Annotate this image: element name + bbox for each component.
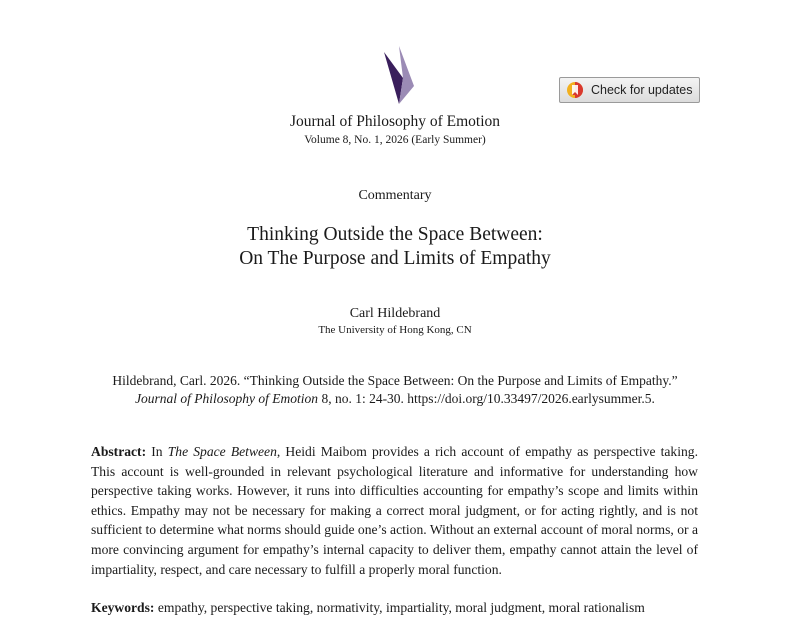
abstract	[91, 442, 698, 579]
keywords-text: empathy, perspective taking, normativity, impartiality, moral judgment, moral rationalism	[154, 600, 645, 615]
author-name: Carl Hildebrand	[349, 306, 441, 321]
abstract-text: , Heidi Maibom provides a rich account of empathy as perspective taking. This account is well-grounded in relevant psychological literature and informative for understanding how perspective taking works. However, it runs into difficulties accounting for empathy’s scope and limits within ethics. Empathy may not be necessary for making a correct moral judgment, or for acting rightly, and is not sufficient to determine what norms should guide one’s action. Without an external account of moral norms, or a more convincing argument for empathy’s internal capacity to deliver them, empathy cannot attain the level of impartiality, respect, and care necessary to fulfill a properly moral function.	[91, 444, 698, 577]
journal-logo	[381, 44, 417, 106]
citation-details: 8, no. 1: 24-30. https://doi.org/10.33497/2026.earlysummer.5.	[318, 391, 655, 406]
check-for-updates-button[interactable]	[559, 77, 700, 103]
abstract-book-title: The Space Between	[167, 444, 277, 459]
check-for-updates-label: Check for updates	[591, 83, 693, 97]
crossmark-icon	[566, 81, 584, 99]
abstract-label: Abstract:	[91, 444, 147, 459]
article-title-line1: Thinking Outside the Space Between:	[247, 224, 543, 245]
article-title-line2: On The Purpose and Limits of Empathy	[239, 248, 551, 269]
abstract-lead: In	[146, 444, 168, 459]
journal-name: Journal of Philosophy of Emotion	[289, 113, 501, 130]
citation-line1: Hildebrand, Carl. 2026. “Thinking Outside the Space Between: On the Purpose and Limits of Empathy.”	[112, 373, 678, 388]
keywords-label: Keywords:	[91, 600, 155, 615]
keywords	[91, 598, 698, 617]
citation-journal: Journal of Philosophy of Emotion	[135, 391, 319, 406]
author-affiliation: The University of Hong Kong, CN	[318, 324, 472, 336]
section-label: Commentary	[358, 188, 432, 203]
volume-line: Volume 8, No. 1, 2026 (Early Summer)	[304, 134, 486, 146]
citation-line2	[0, 391, 790, 407]
